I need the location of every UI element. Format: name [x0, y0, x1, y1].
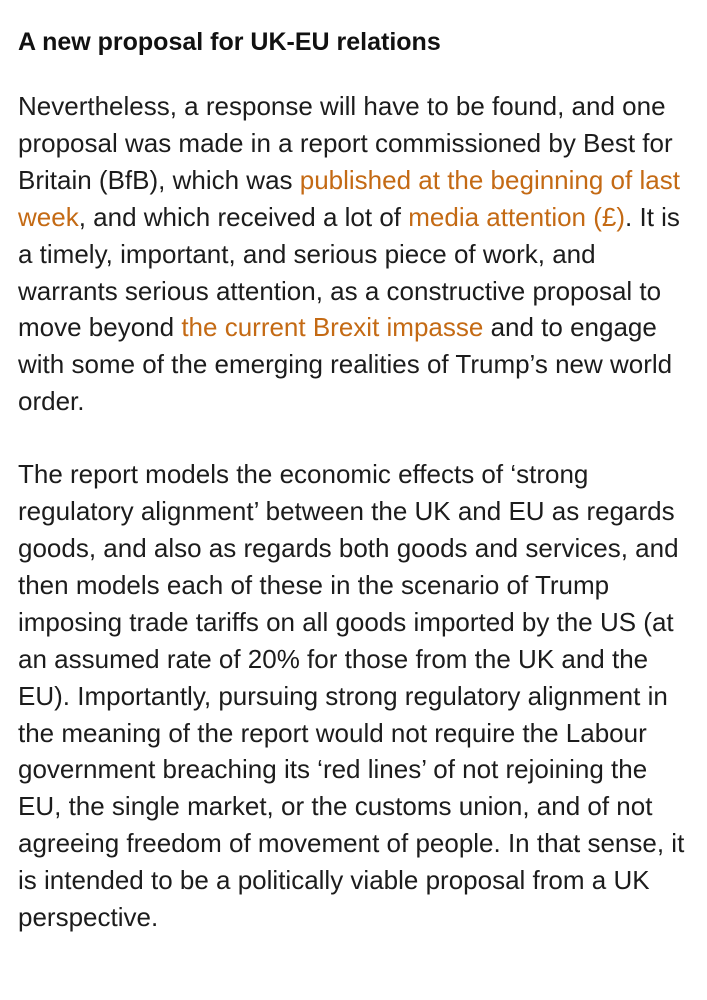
brexit-impasse-link[interactable]: the current Brexit impasse [181, 312, 484, 343]
section-heading: A new proposal for UK-EU relations [18, 28, 441, 56]
paragraph-1-text-1: Nevertheless, a response will have to be found, and one proposal was made in a report commissioned by Best for Britain (BfB), which was [18, 91, 673, 195]
paragraph-1-text-3: . It is a timely, important, and serious piece of work, and warrants serious attention, as a constructive proposal to move beyond [18, 201, 680, 343]
paragraph-1 [18, 88, 689, 420]
paragraph-1-text-4: and to engage with some of the emerging realities of Trump’s new world order. [18, 312, 673, 417]
published-link[interactable]: published at the beginning of last week [18, 164, 680, 232]
media-attention-link[interactable]: media attention (£) [408, 201, 626, 232]
paragraph-2: The report models the economic effects of ‘strong regulatory alignment’ between the UK and EU as regards goods, and also as regards both goods and services, and then models each of these in the scenario of Trump imposing trade tariffs on all goods imported by the US (at an assumed rate of 20% for those from the UK and the EU). Importantly, pursuing strong regulatory alignment in the meaning of the report would not require the Labour government breaching its ‘red lines’ of not rejoining the EU, the single market, or the customs union, and of not agreeing freedom of movement of people. In that sense, it is intended to be a politically viable proposal from a UK perspective. [18, 459, 685, 933]
paragraph-1-text-2: , and which received a lot of [78, 201, 409, 232]
